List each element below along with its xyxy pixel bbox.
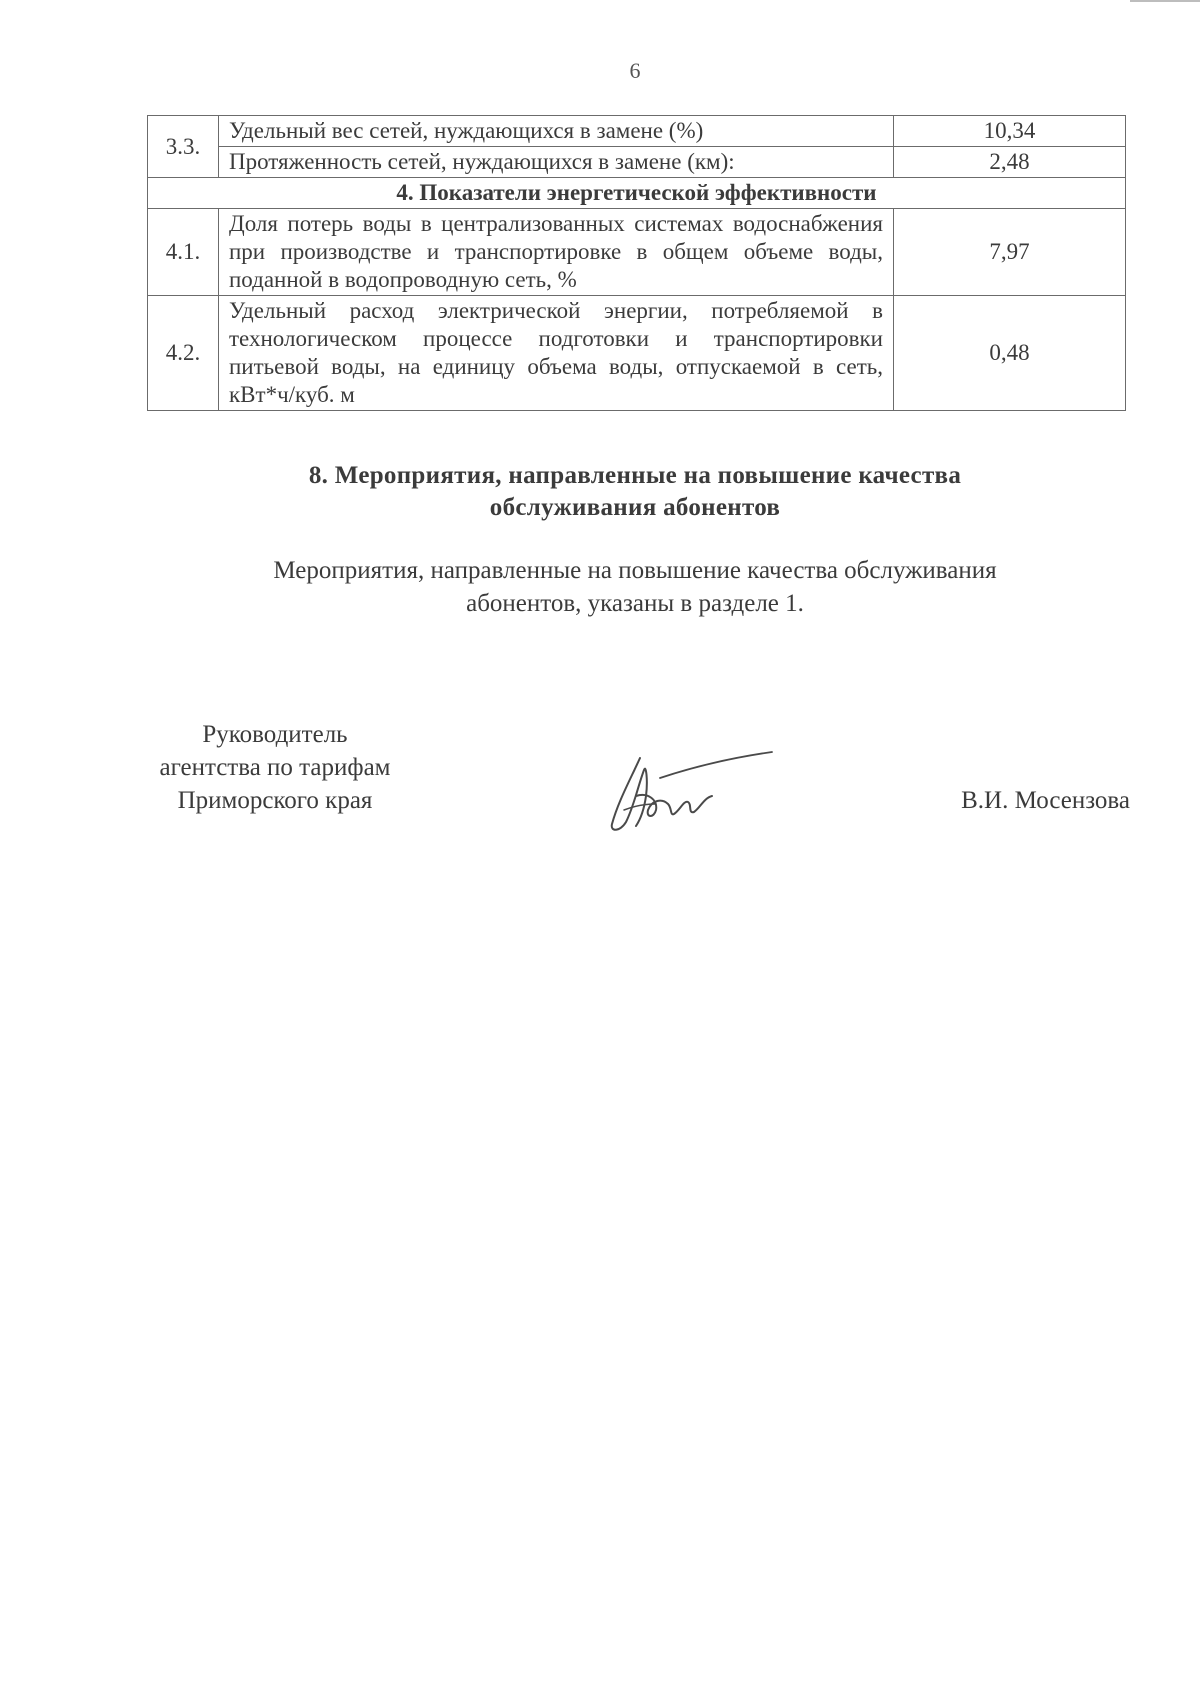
indicator-value: 7,97 bbox=[894, 209, 1126, 296]
section-heading-line: 8. Мероприятия, направленные на повышение качества bbox=[308, 462, 962, 489]
handwritten-signature bbox=[600, 740, 780, 840]
indicator-value: 10,34 bbox=[894, 116, 1126, 147]
table-section-heading: 4. Показатели энергетической эффективности bbox=[148, 178, 1126, 209]
scan-edge-mark bbox=[1130, 0, 1200, 2]
signer-position-line: Руководитель bbox=[202, 721, 348, 748]
indicators-table bbox=[147, 115, 1126, 411]
signer-position bbox=[130, 718, 420, 817]
row-number: 3.3. bbox=[148, 116, 219, 178]
table-row bbox=[148, 147, 1126, 178]
indicator-description: Удельный вес сетей, нуждающихся в замене (%) bbox=[219, 116, 894, 147]
indicator-value: 2,48 bbox=[894, 147, 1126, 178]
indicator-value: 0,48 bbox=[894, 296, 1126, 411]
indicator-description: Протяженность сетей, нуждающихся в замене (км): bbox=[219, 147, 894, 178]
indicator-description: Доля потерь воды в централизованных системах водоснабжения при производстве и транспортировке в общем объеме воды, поданной в водопроводную сеть, % bbox=[219, 209, 894, 296]
section-heading-line: обслуживания абонентов bbox=[489, 494, 781, 521]
table-row bbox=[148, 209, 1126, 296]
indicator-description: Удельный расход электрической энергии, потребляемой в технологическом процессе подготовки и транспортировки питьевой воды, на единицу объема воды, отпускаемой в сеть, кВт*ч/куб. м bbox=[219, 296, 894, 411]
paragraph-line: Мероприятия, направленные на повышение качества обслуживания bbox=[273, 557, 997, 584]
row-number: 4.1. bbox=[148, 209, 219, 296]
signer-position-line: Приморского края bbox=[177, 787, 373, 814]
table-section-row bbox=[148, 178, 1126, 209]
signer-position-line: агентства по тарифам bbox=[159, 754, 391, 781]
section-heading bbox=[200, 460, 1070, 524]
table-row bbox=[148, 296, 1126, 411]
signer-name: В.И. Мосензова bbox=[961, 787, 1130, 814]
section-paragraph bbox=[190, 554, 1080, 620]
paragraph-line: абонентов, указаны в разделе 1. bbox=[466, 590, 804, 617]
page-number: 6 bbox=[629, 58, 641, 83]
row-number: 4.2. bbox=[148, 296, 219, 411]
table-row bbox=[148, 116, 1126, 147]
